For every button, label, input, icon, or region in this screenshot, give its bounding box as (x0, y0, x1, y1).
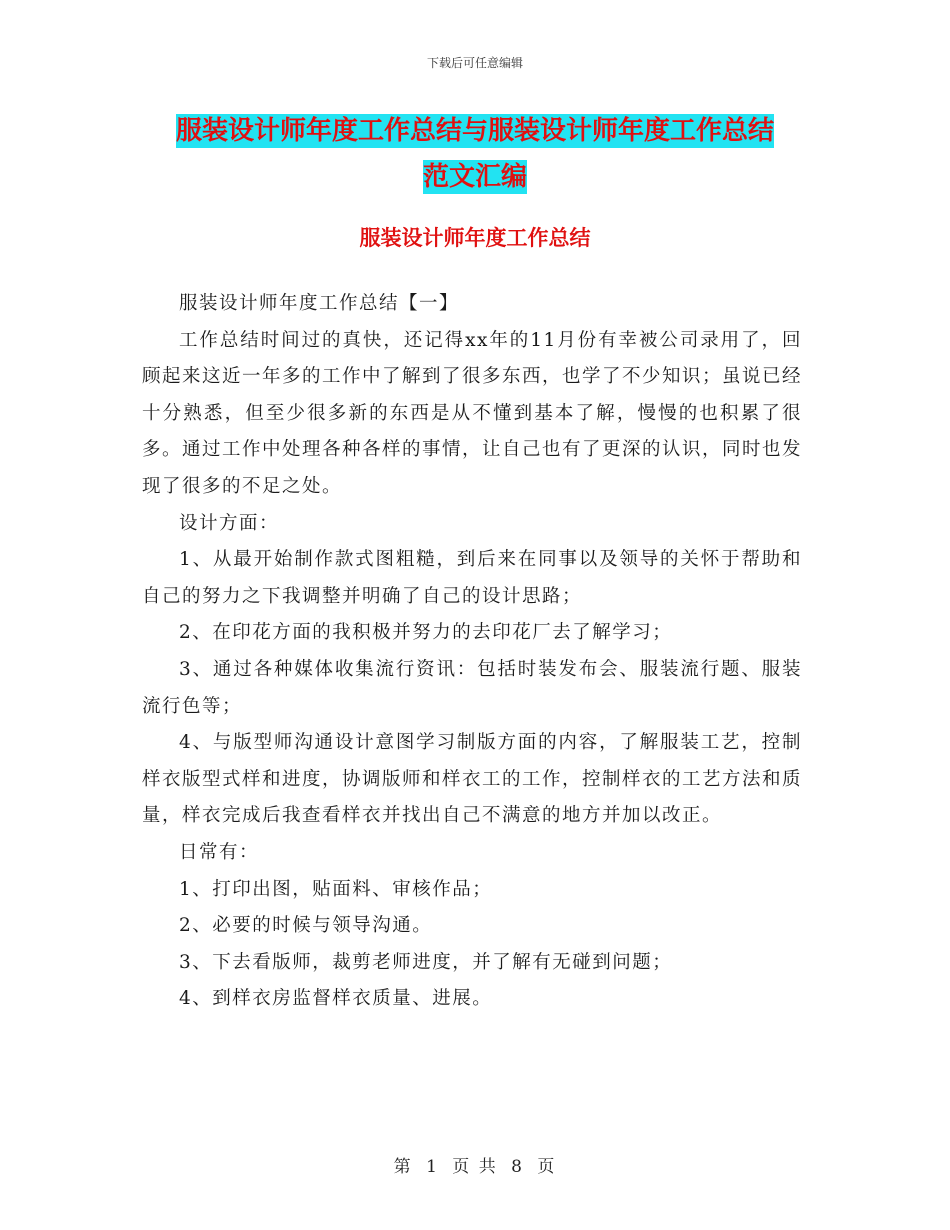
paragraph: 2、在印花方面的我积极并努力的去印花厂去了解学习； (179, 622, 673, 644)
footer-prefix: 第 (393, 1157, 413, 1177)
footer-total-pages: 8 (511, 1157, 524, 1177)
footer-middle: 页 共 (452, 1157, 498, 1177)
paragraph: 日常有： (179, 841, 260, 863)
paragraph: 工作总结时间过的真快，还记得xx年的11月份有幸被公司录用了，回顾起来这近一年多的工作中了解到了很多东西，也学了不少知识；虽说已经十分熟悉，但至少很多新的东西是从不懂到基本了解，慢慢的也积累了很多。通过工作中处理各种各样的事情，让自己也有了更深的认识，同时也发现了很多的不足之处。 (142, 329, 803, 497)
paragraph: 设计方面： (179, 512, 280, 534)
document-title-line-1: 服装设计师年度工作总结与服装设计师年度工作总结 (175, 116, 774, 146)
paragraph: 3、通过各种媒体收集流行资讯：包括时装发布会、服装流行题、服装流行色等； (142, 658, 802, 717)
paragraph: 3、下去看版师，裁剪老师进度，并了解有无碰到问题； (179, 951, 673, 973)
paragraph: 2、必要的时候与领导沟通。 (179, 915, 433, 937)
document-title (120, 108, 830, 200)
paragraph: 4、到样衣房监督样衣质量、进展。 (179, 988, 493, 1010)
paragraph: 服装设计师年度工作总结【一】 (179, 293, 460, 314)
section-title: 服装设计师年度工作总结 (359, 226, 591, 250)
footer-suffix: 页 (537, 1157, 557, 1177)
paragraph: 4、与版型师沟通设计意图学习制版方面的内容，了解服装工艺，控制样衣版型式样和进度，协调版师和样衣工的工作，控制样衣的工艺方法和质量，样衣完成后我查看样衣并找出自己不满意的地方并加以改正。 (142, 732, 803, 827)
document-body (142, 286, 802, 1018)
footer-page-number: 1 (426, 1157, 439, 1177)
header-note: 下载后可任意编辑 (426, 56, 523, 70)
page-footer (0, 1152, 950, 1177)
document-title-line-2: 范文汇编 (422, 162, 527, 192)
paragraph: 1、打印出图，贴面料、审核作品； (179, 878, 493, 900)
paragraph: 1、从最开始制作款式图粗糙，到后来在同事以及领导的关怀于帮助和自己的努力之下我调整并明确了自己的设计思路； (142, 549, 802, 607)
